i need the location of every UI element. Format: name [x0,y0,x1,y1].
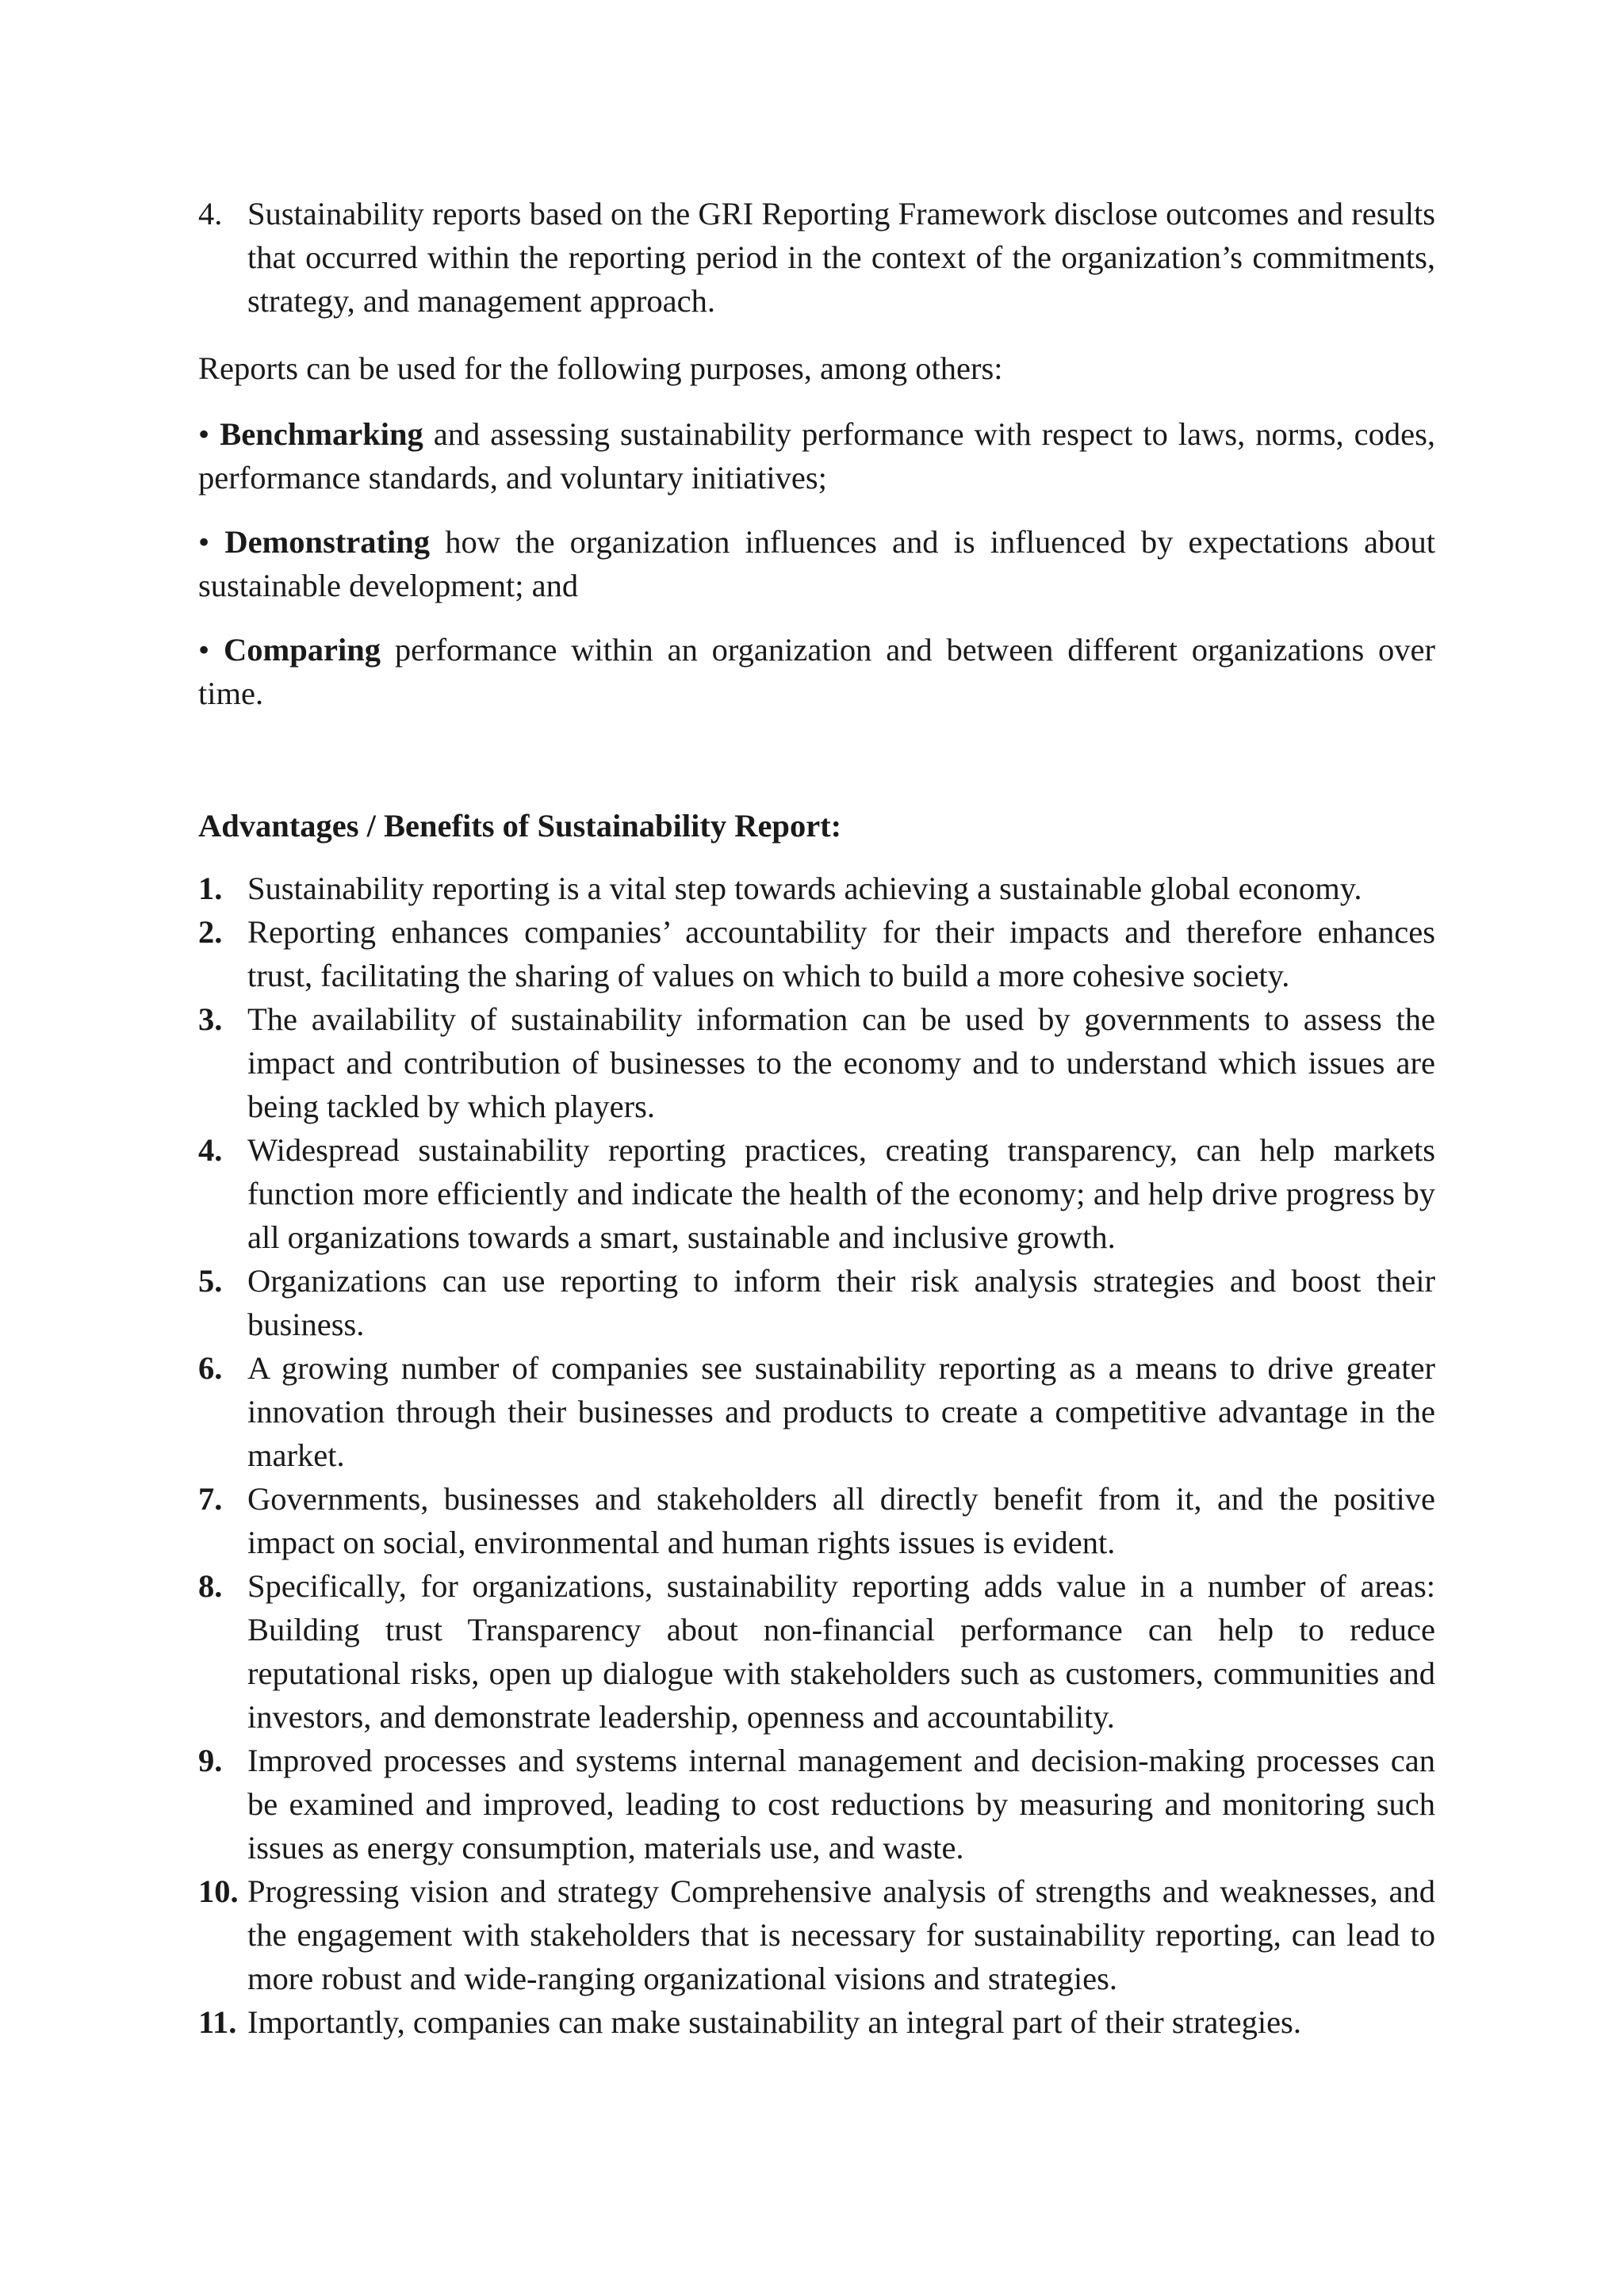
bullet-mark: • [198,416,210,452]
benefit-text: Sustainability reporting is a vital step towards achieving a sustainable global economy. [247,871,1362,906]
benefit-text: Improved processes and systems internal management and decision-making processes can be examined and improved, leading to cost reductions by measuring and monitoring such issues as energy consumption, materials use, and waste. [247,1743,1435,1866]
benefit-number: 3. [198,1001,223,1037]
benefit-number: 9. [198,1743,223,1778]
purpose-bullet-benchmarking [198,412,1435,499]
benefit-number: 11. [198,2004,237,2040]
benefit-item [198,1128,1435,1259]
purpose-bullet-demonstrating [198,520,1435,607]
benefit-text: A growing number of companies see sustainability reporting as a means to drive greater innovation through their businesses and products to create a competitive advantage in the market. [247,1350,1435,1473]
benefit-item [198,1477,1435,1564]
benefit-item [198,867,1435,910]
benefit-item [198,910,1435,997]
benefit-text: Importantly, companies can make sustainability an integral part of their strategies. [247,2004,1301,2040]
bullet-mark: • [198,632,210,668]
benefit-text: Reporting enhances companies’ accountability for their impacts and therefore enhances trust, facilitating the sharing of values on which to build a more cohesive society. [247,914,1435,993]
benefit-item [198,1259,1435,1346]
benefit-number: 10. [198,1873,239,1909]
benefit-number: 2. [198,914,223,950]
benefit-text: Governments, businesses and stakeholders all directly benefit from it, and the positive impact on social, environmental and human rights issues is evident. [247,1481,1435,1560]
benefit-item [198,1564,1435,1739]
benefit-number: 4. [198,1132,223,1168]
document-page [198,192,1435,2044]
benefit-item [198,2000,1435,2044]
list-item-number: 4. [198,196,223,232]
benefit-item [198,1346,1435,1477]
bullet-text: how the organization influences and is influenced by expectations about sustainable development; and [198,524,1436,603]
benefit-text: Widespread sustainability reporting practices, creating transparency, can help markets function more efficiently and indicate the health of the economy; and help drive progress by all organizations towards a smart, sustainable and inclusive growth. [247,1132,1435,1255]
purposes-intro: Reports can be used for the following purposes, among others: [198,350,1003,386]
bullet-mark: • [198,524,210,560]
benefits-list [198,867,1435,2044]
intro-list-item [198,192,1435,323]
list-item-text: Sustainability reports based on the GRI Reporting Framework disclose outcomes and results that occurred within the reporting period in the context of the organization’s commitments, strategy, and management approach. [247,196,1435,319]
benefit-number: 6. [198,1350,223,1386]
benefit-item [198,1869,1435,2000]
benefit-item [198,997,1435,1128]
benefit-number: 8. [198,1568,223,1604]
benefit-text: Specifically, for organizations, sustainability reporting adds value in a number of areas: Building trust Transparency about non-financial performance can help to reduce reputational risks, open up dialogue with stakeholders such as customers, communities and investors, and demonstrate leadership, openness and accountability. [247,1568,1435,1735]
section-heading: Advantages / Benefits of Sustainability Report: [198,808,842,844]
benefit-number: 7. [198,1481,223,1517]
purpose-bullet-comparing [198,628,1435,715]
benefit-number: 1. [198,871,223,906]
bullet-text: performance within an organization and between different organizations over time. [198,632,1435,711]
bullet-text: and assessing sustainability performance with respect to laws, norms, codes, performance standards, and voluntary initiatives; [198,416,1436,496]
benefit-item [198,1739,1435,1869]
bullet-keyword: Benchmarking [220,416,423,452]
bullet-keyword: Demonstrating [224,524,431,560]
bullet-keyword: Comparing [224,632,381,668]
benefit-text: Organizations can use reporting to inform their risk analysis strategies and boost their business. [247,1263,1435,1342]
benefit-number: 5. [198,1263,223,1299]
benefit-text: The availability of sustainability information can be used by governments to assess the impact and contribution of businesses to the economy and to understand which issues are being tackled by which players. [247,1001,1435,1124]
benefit-text: Progressing vision and strategy Comprehensive analysis of strengths and weaknesses, and the engagement with stakeholders that is necessary for sustainability reporting, can lead to more robust and wide-ranging organizational visions and strategies. [247,1873,1435,1996]
